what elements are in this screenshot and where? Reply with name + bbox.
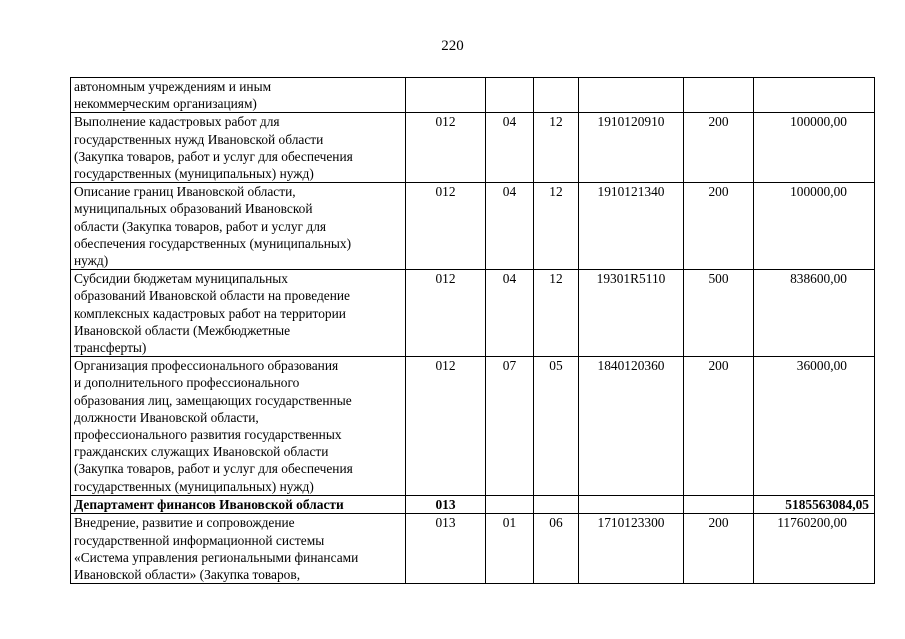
table-row [71, 514, 875, 584]
row-name-line: комплексных кадастровых работ на территории [74, 305, 346, 321]
expense-type-code: 500 [684, 270, 754, 357]
subsection-code: 06 [534, 514, 579, 584]
row-name-line: государственной информационной системы [74, 532, 325, 548]
row-name-line: трансферты) [74, 340, 147, 356]
ministry-code: 012 [406, 270, 486, 357]
row-name-line: Ивановской области (Межбюджетные [74, 322, 291, 338]
row-name-line: образования лиц, замещающих государственные [74, 392, 352, 408]
row-name-cell [71, 270, 406, 357]
target-article-code: 1840120360 [579, 357, 684, 496]
target-article-code: 1910121340 [579, 183, 684, 270]
target-article-code: 1710123300 [579, 514, 684, 584]
row-name-cell [71, 78, 406, 113]
row-name-line: (Закупка товаров, работ и услуг для обеспечения [74, 461, 353, 477]
section-code [486, 496, 534, 514]
ministry-code: 013 [406, 514, 486, 584]
row-name-line: государственных нужд Ивановской области [74, 131, 324, 147]
section-code: 04 [486, 183, 534, 270]
expense-type-code: 200 [684, 514, 754, 584]
target-article-code: 19301R5110 [579, 270, 684, 357]
expense-type-code: 200 [684, 113, 754, 183]
table-row [71, 78, 875, 113]
section-code: 07 [486, 357, 534, 496]
ministry-code: 012 [406, 113, 486, 183]
amount-value: 36000,00 [754, 357, 875, 496]
amount-value: 100000,00 [754, 183, 875, 270]
row-name-cell [71, 183, 406, 270]
row-name-line: и дополнительного профессионального [74, 375, 300, 391]
row-name-line: профессионального развития государственных [74, 427, 342, 443]
row-name-line: Внедрение, развитие и сопровождение [74, 515, 295, 531]
budget-table [70, 77, 875, 584]
subsection-code: 12 [534, 270, 579, 357]
target-article-code [579, 78, 684, 113]
department-name-cell [71, 496, 406, 514]
row-name-line: государственных (муниципальных) нужд) [74, 478, 314, 494]
section-code [486, 78, 534, 113]
subsection-code: 05 [534, 357, 579, 496]
row-name-line: нужд) [74, 253, 109, 269]
table-row-department [71, 496, 875, 514]
expense-type-code [684, 78, 754, 113]
section-code: 01 [486, 514, 534, 584]
row-name-line: (Закупка товаров, работ и услуг для обеспечения [74, 148, 353, 164]
table-row [71, 183, 875, 270]
expense-type-code [684, 496, 754, 514]
target-article-code [579, 496, 684, 514]
table-row [71, 270, 875, 357]
row-name-line: муниципальных образований Ивановской [74, 201, 313, 217]
row-name-line: «Система управления региональными финансами [74, 549, 359, 565]
ministry-code [406, 78, 486, 113]
amount-value [754, 78, 875, 113]
target-article-code: 1910120910 [579, 113, 684, 183]
row-name-line: гражданских служащих Ивановской области [74, 444, 329, 460]
row-name-line: области (Закупка товаров, работ и услуг для [74, 218, 327, 234]
row-name-cell [71, 357, 406, 496]
amount-value: 100000,00 [754, 113, 875, 183]
amount-value: 838600,00 [754, 270, 875, 357]
ministry-code: 012 [406, 357, 486, 496]
row-name-line: образований Ивановской области на проведение [74, 288, 350, 304]
section-code: 04 [486, 113, 534, 183]
amount-value: 11760200,00 [754, 514, 875, 584]
subsection-code: 12 [534, 113, 579, 183]
row-name-line: Субсидии бюджетам муниципальных [74, 271, 288, 287]
ministry-code: 013 [406, 496, 486, 514]
department-name: Департамент финансов Ивановской области [74, 497, 344, 513]
row-name-line: Ивановской области» (Закупка товаров, [74, 567, 301, 583]
department-total-amount: 5185563084,05 [754, 496, 875, 514]
row-name-cell [71, 514, 406, 584]
row-name-line: Выполнение кадастровых работ для [74, 114, 280, 130]
row-name-cell [71, 113, 406, 183]
table-row [71, 113, 875, 183]
row-name-line: Описание границ Ивановской области, [74, 184, 296, 200]
subsection-code [534, 78, 579, 113]
subsection-code: 12 [534, 183, 579, 270]
page-number: 220 [441, 38, 464, 54]
expense-type-code: 200 [684, 357, 754, 496]
ministry-code: 012 [406, 183, 486, 270]
row-name-line: должности Ивановской области, [74, 409, 259, 425]
row-name-line: Организация профессионального образования [74, 358, 339, 374]
row-name-line: автономным учреждениям и иным [74, 79, 272, 94]
row-name-line: государственных (муниципальных) нужд) [74, 166, 314, 182]
section-code: 04 [486, 270, 534, 357]
row-name-line: некоммерческим организациям) [74, 96, 257, 112]
row-name-line: обеспечения государственных (муниципальных) [74, 235, 352, 251]
subsection-code [534, 496, 579, 514]
table-row [71, 357, 875, 496]
expense-type-code: 200 [684, 183, 754, 270]
